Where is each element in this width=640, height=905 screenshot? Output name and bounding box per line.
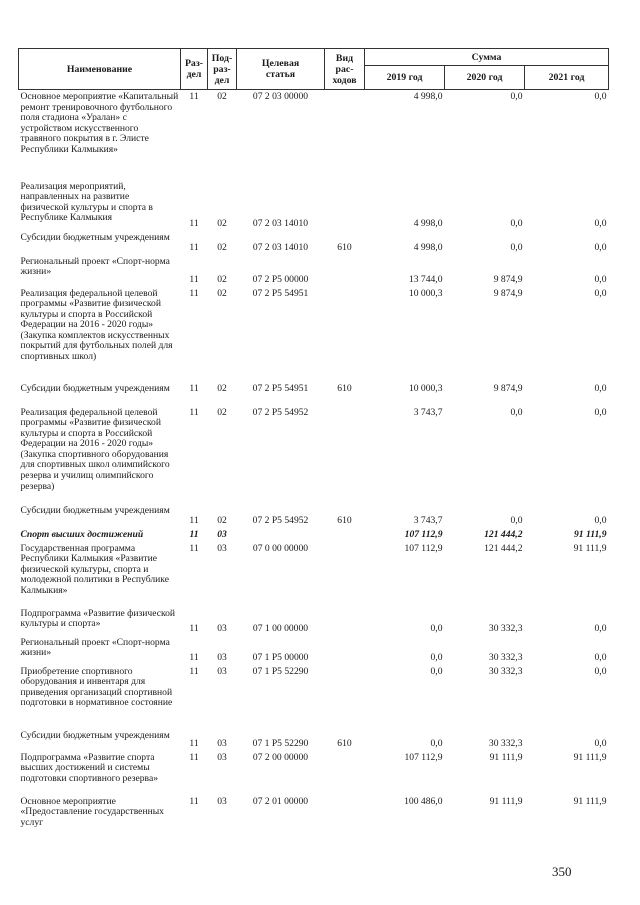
table-row — [19, 255, 609, 287]
row-sum-2021: 0,0 — [594, 91, 607, 102]
row-razdel: 11 — [189, 651, 199, 663]
header-2019: 2019 год — [365, 66, 445, 90]
row-razdel: 11 — [189, 514, 199, 526]
row-article: 07 1 00 00000 — [252, 622, 309, 634]
row-article: 07 0 00 00000 — [252, 542, 309, 554]
row-sum-2019: 0,0 — [430, 737, 443, 749]
row-sum-2021: 0,0 — [594, 622, 607, 634]
row-sum-2020: 9 874,9 — [493, 273, 523, 285]
table-row — [19, 542, 609, 607]
row-podrazdel: 03 — [217, 737, 227, 749]
row-vid — [325, 180, 365, 231]
row-razdel: 11 — [189, 528, 199, 540]
row-sum-2019: 4 998,0 — [413, 217, 443, 229]
row-article: 07 2 03 14010 — [252, 241, 309, 253]
row-article: 07 1 P5 52290 — [252, 665, 309, 677]
table-row — [19, 795, 609, 847]
header-name: Наименование — [19, 49, 181, 90]
row-sum-2021: 0,0 — [594, 514, 607, 526]
row-podrazdel: 02 — [217, 91, 227, 102]
row-name: Региональный проект «Спорт-норма жизни» — [20, 636, 170, 659]
row-vid — [325, 607, 365, 636]
row-article — [237, 528, 325, 542]
header-2020: 2020 год — [445, 66, 525, 90]
row-vid — [325, 751, 365, 795]
row-article: 07 2 03 00000 — [252, 91, 309, 102]
row-podrazdel: 03 — [217, 622, 227, 634]
header-article: Целевая статья — [237, 49, 325, 90]
row-razdel: 11 — [189, 665, 199, 677]
row-sum-2021: 91 111,9 — [573, 795, 607, 807]
row-name: Субсидии бюджетным учреждениям — [20, 231, 170, 243]
header-vid: Вид рас- ходов — [325, 49, 365, 90]
row-sum-2019: 107 112,9 — [404, 542, 443, 554]
row-razdel: 11 — [189, 91, 199, 102]
row-article: 07 2 P5 54951 — [252, 287, 309, 299]
row-vid — [325, 406, 365, 504]
row-vid: 610 — [337, 382, 352, 394]
row-sum-2020: 0,0 — [510, 406, 523, 418]
row-sum-2019: 0,0 — [430, 651, 443, 663]
table-row — [19, 607, 609, 636]
row-name: Основное мероприятие «Предоставление государственных услуг — [20, 795, 164, 828]
row-name: Реализация федеральной целевой программы «Развитие физической культуры и спорта в Российской Федерации на 2016 - 2020 годы» (Закупка комплектов искусственных покрытий для футбольных полей для спортивных школ) — [20, 287, 173, 363]
row-name: Приобретение спортивного оборудования и инвентаря для приведения организаций спортивной подготовки в нормативное состояние — [20, 665, 173, 709]
row-article: 07 2 P5 54951 — [252, 382, 309, 394]
row-sum-2019: 4 998,0 — [413, 91, 443, 102]
row-article: 07 2 00 00000 — [252, 751, 309, 763]
table-row — [19, 528, 609, 542]
header-2021: 2021 год — [525, 66, 609, 90]
row-razdel: 11 — [189, 287, 199, 299]
header-sum: Сумма — [365, 49, 609, 66]
row-sum-2020: 121 444,2 — [484, 528, 523, 540]
row-name: Субсидии бюджетным учреждениям — [20, 504, 170, 516]
row-article: 07 1 P5 52290 — [252, 737, 309, 749]
row-sum-2021: 0,0 — [594, 217, 607, 229]
row-sum-2020: 91 111,9 — [489, 751, 523, 763]
table-row — [19, 231, 609, 255]
row-sum-2021: 91 111,9 — [573, 528, 607, 540]
row-sum-2021: 0,0 — [594, 737, 607, 749]
row-article: 07 2 01 00000 — [252, 795, 309, 807]
row-vid — [325, 287, 365, 382]
row-sum-2020: 0,0 — [510, 241, 523, 253]
row-sum-2020: 0,0 — [510, 91, 523, 102]
row-podrazdel: 02 — [217, 241, 227, 253]
row-razdel: 11 — [189, 382, 199, 394]
row-name: Субсидии бюджетным учреждениям — [20, 729, 170, 741]
row-name: Реализация мероприятий, направленных на развитие физической культуры и спорта в Республике Калмыкия — [20, 180, 153, 224]
row-razdel: 11 — [189, 737, 199, 749]
row-sum-2021: 0,0 — [594, 406, 607, 418]
row-sum-2020: 0,0 — [510, 217, 523, 229]
row-sum-2020: 30 332,3 — [488, 651, 523, 663]
row-podrazdel: 02 — [217, 217, 227, 229]
row-name: Региональный проект «Спорт-норма жизни» — [20, 255, 170, 278]
row-name: Подпрограмма «Развитие физической культуры и спорта» — [20, 607, 176, 630]
row-podrazdel: 03 — [217, 651, 227, 663]
row-podrazdel: 02 — [217, 406, 227, 418]
row-article: 07 2 P5 00000 — [252, 273, 309, 285]
row-sum-2019: 3 743,7 — [413, 406, 443, 418]
row-razdel: 11 — [189, 217, 199, 229]
row-sum-2019: 107 112,9 — [404, 528, 443, 540]
table-header — [19, 49, 609, 90]
row-sum-2020: 0,0 — [510, 514, 523, 526]
table-row — [19, 406, 609, 504]
row-razdel: 11 — [189, 751, 199, 763]
row-podrazdel: 02 — [217, 514, 227, 526]
row-podrazdel: 02 — [217, 273, 227, 285]
row-sum-2019: 100 486,0 — [404, 795, 443, 807]
row-razdel: 11 — [189, 241, 199, 253]
row-sum-2020: 91 111,9 — [489, 795, 523, 807]
table-row — [19, 751, 609, 795]
row-vid: 610 — [337, 514, 352, 526]
row-razdel: 11 — [189, 795, 199, 807]
row-podrazdel: 03 — [217, 751, 227, 763]
row-sum-2020: 121 444,2 — [484, 542, 523, 554]
row-sum-2021: 0,0 — [594, 287, 607, 299]
table-row — [19, 636, 609, 665]
table-body — [19, 90, 609, 847]
row-razdel: 11 — [189, 273, 199, 285]
row-sum-2021: 0,0 — [594, 665, 607, 677]
row-article: 07 2 03 14010 — [252, 217, 309, 229]
row-vid: 610 — [337, 737, 352, 749]
row-sum-2019: 0,0 — [430, 665, 443, 677]
row-podrazdel: 03 — [217, 542, 227, 554]
row-sum-2021: 91 111,9 — [573, 751, 607, 763]
row-article: 07 2 P5 54952 — [252, 406, 309, 418]
table-row — [19, 665, 609, 729]
row-sum-2020: 9 874,9 — [493, 382, 523, 394]
row-razdel: 11 — [189, 622, 199, 634]
budget-table — [18, 48, 609, 847]
row-vid — [325, 90, 365, 180]
row-name: Государственная программа Республики Калмыкия «Развитие физической культуры, спорта и молодежной политики в Республике Калмыкия» — [20, 542, 169, 596]
row-sum-2020: 30 332,3 — [488, 622, 523, 634]
table-row — [19, 382, 609, 406]
row-sum-2019: 13 744,0 — [408, 273, 443, 285]
row-sum-2021: 0,0 — [594, 382, 607, 394]
row-sum-2019: 107 112,9 — [404, 751, 443, 763]
row-vid — [325, 255, 365, 287]
row-vid — [325, 665, 365, 729]
row-name: Субсидии бюджетным учреждениям — [20, 382, 170, 394]
row-podrazdel: 02 — [217, 287, 227, 299]
row-razdel: 11 — [189, 542, 199, 554]
row-sum-2021: 0,0 — [594, 241, 607, 253]
row-name: Подпрограмма «Развитие спорта высших достижений и системы подготовки спортивного резерва» — [20, 751, 159, 784]
row-name: Спорт высших достижений — [20, 528, 144, 540]
row-name: Реализация федеральной целевой программы «Развитие физической культуры и спорта в Российской Федерации на 2016 - 2020 годы» (Закупка спортивного оборудования для спортивных школ олимпийского резерва и училищ олимпийского резерва) — [20, 406, 170, 492]
row-sum-2020: 9 874,9 — [493, 287, 523, 299]
row-podrazdel: 02 — [217, 382, 227, 394]
table-row — [19, 90, 609, 180]
row-podrazdel: 03 — [217, 795, 227, 807]
row-sum-2019: 10 000,3 — [408, 382, 443, 394]
row-article: 07 1 P5 00000 — [252, 651, 309, 663]
row-vid — [325, 795, 365, 847]
row-sum-2021: 0,0 — [594, 651, 607, 663]
row-sum-2019: 3 743,7 — [413, 514, 443, 526]
row-sum-2019: 0,0 — [430, 622, 443, 634]
row-sum-2019: 10 000,3 — [408, 287, 443, 299]
row-vid — [325, 542, 365, 607]
row-vid — [325, 528, 365, 542]
row-vid: 610 — [337, 241, 352, 253]
page-number: 350 — [552, 864, 572, 879]
table-row — [19, 180, 609, 231]
row-sum-2020: 30 332,3 — [488, 665, 523, 677]
row-sum-2019: 4 998,0 — [413, 241, 443, 253]
row-podrazdel: 03 — [217, 528, 227, 540]
table-row — [19, 729, 609, 751]
row-sum-2020: 30 332,3 — [488, 737, 523, 749]
row-vid — [325, 636, 365, 665]
row-article: 07 2 P5 54952 — [252, 514, 309, 526]
header-podrazdel: Под- раз- дел — [208, 49, 237, 90]
row-name: Основное мероприятие «Капитальный ремонт тренировочного футбольного поля стадиона «Уралан» с устройством искусственного травяного покрытия в г. Элисте Республики Калмыкия» — [20, 91, 179, 155]
table-row — [19, 504, 609, 528]
table-row — [19, 287, 609, 382]
row-razdel: 11 — [189, 406, 199, 418]
row-sum-2021: 0,0 — [594, 273, 607, 285]
header-razdel: Раз- дел — [181, 49, 208, 90]
row-podrazdel: 03 — [217, 665, 227, 677]
row-sum-2021: 91 111,9 — [573, 542, 607, 554]
